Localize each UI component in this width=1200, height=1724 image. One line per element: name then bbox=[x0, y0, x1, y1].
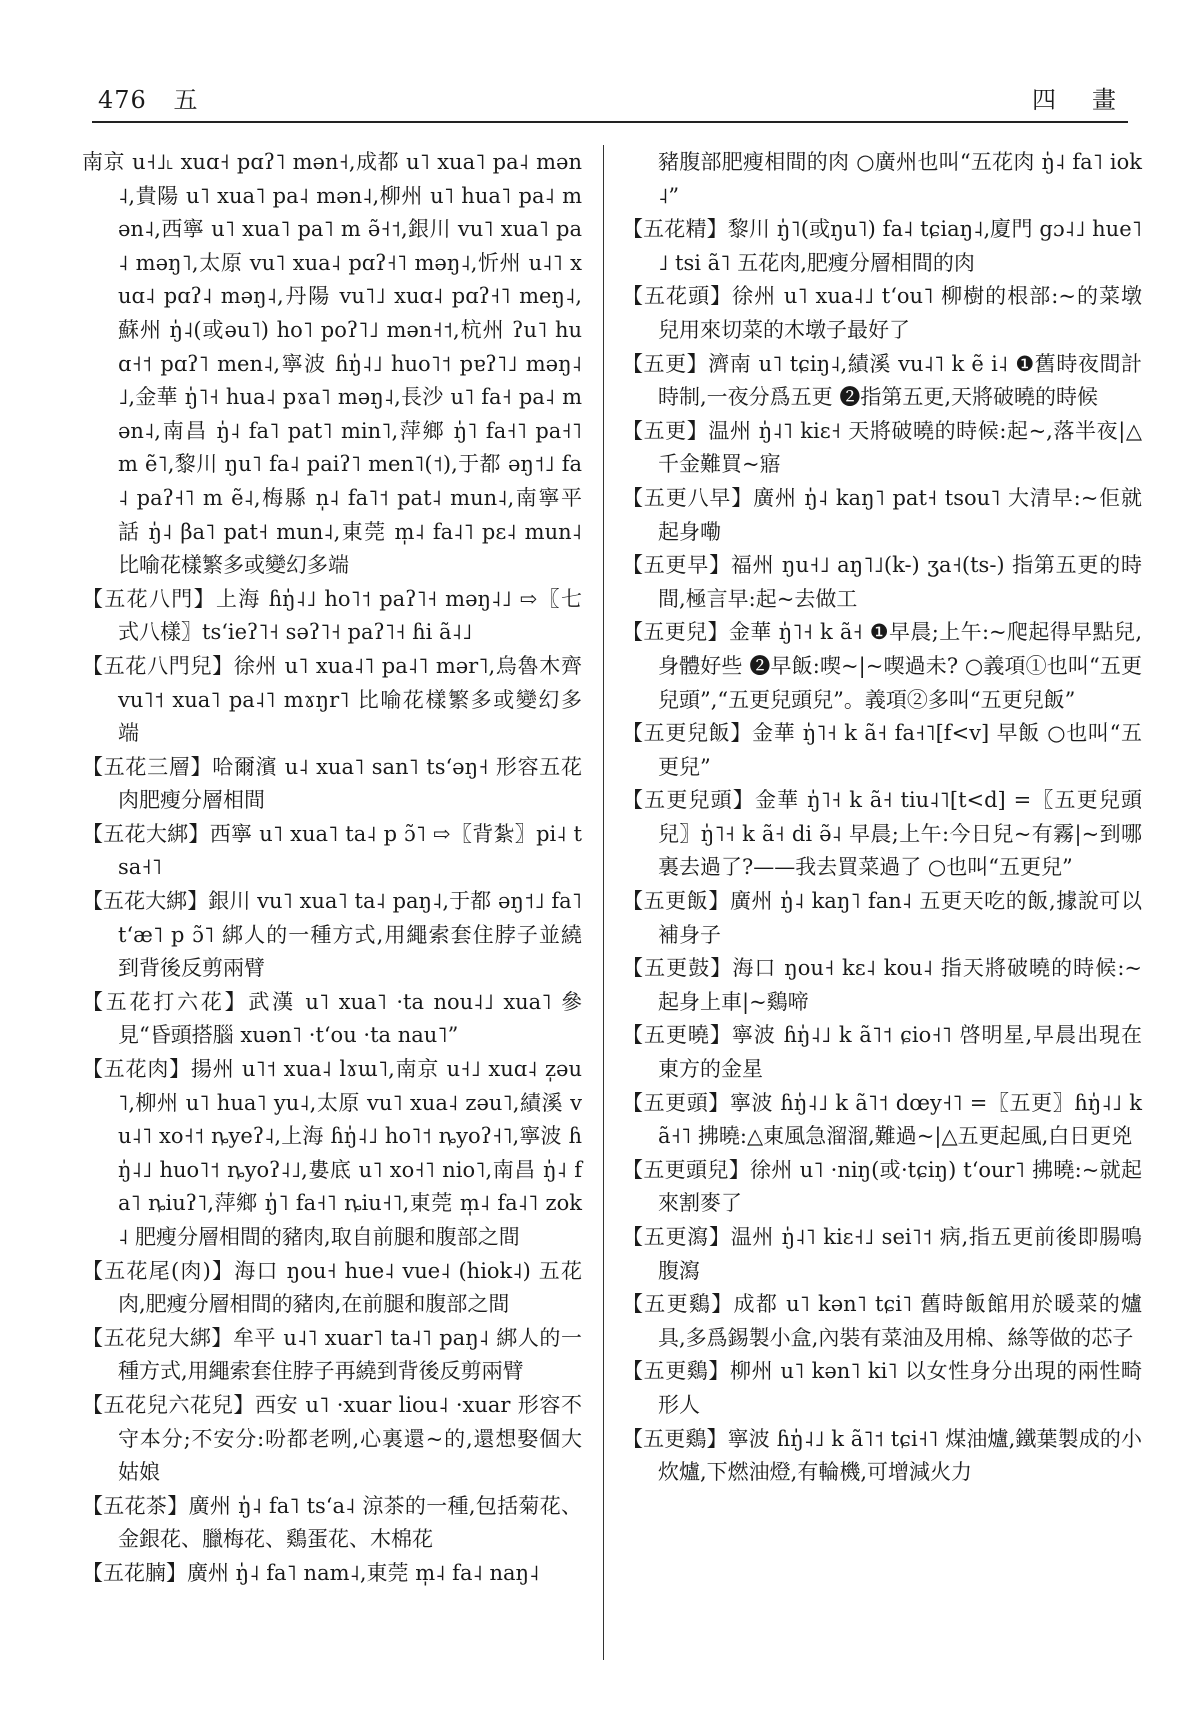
entry-body: 豬腹部肥瘦相間的肉 ○廣州也叫“五花肉 ŋ̍˨ fa˥ iok˨” bbox=[658, 150, 1142, 208]
entry-headword: 【五更兒】 bbox=[622, 620, 729, 645]
dictionary-entry bbox=[622, 1423, 1142, 1490]
entry-body: 廣州 ŋ̍˨ fa˥ nam˨,東莞 m̩˨ fa˨ naŋ˨ bbox=[187, 1560, 540, 1585]
entry-body: 金華 ŋ̍˥˧ k ã˧ ❶早晨;上午:~爬起得早點兒,身體好些 ❷早飯:喫~|~喫過未? ○義項①也叫“五更兒頭”,“五更兒頭兒”。義項②多叫“五更兒飯” bbox=[658, 620, 1142, 712]
dictionary-entry bbox=[622, 1288, 1142, 1355]
entry-body: 海口 ŋou˧ kɛ˨ kou˨ 指天將破曉的時候:~起身上車|~鷄啼 bbox=[658, 956, 1142, 1014]
dictionary-entry bbox=[82, 986, 582, 1053]
entry-body: 銀川 vu˥ xua˥ ta˨ paŋ˨,于都 əŋ˦˩ fa˥ tʻæ˥ p ɔ̃˥ 綁人的一種方式,用繩索套住脖子並繞到背後反剪兩臂 bbox=[118, 889, 582, 981]
entry-body: 福州 ŋu˧˩ aŋ˥˩(k-) ʒa˧(ts-) 指第五更的時間,極言早:起~去做工 bbox=[658, 553, 1142, 611]
dictionary-entry bbox=[82, 751, 582, 818]
dictionary-entry bbox=[622, 1019, 1142, 1086]
dictionary-entry bbox=[622, 1221, 1142, 1288]
entry-body: 南京 u˧˩˪ xuɑ˧ pɑʔ˥ mən˧,成都 u˥ xua˥ pa˨ mən˨,貴陽 u˥ xua˥ pa˨ mən˨,柳州 u˥ hua˥ pa˨ mən˨,西寧 u˥ xua˥ pa˥ m ə̃˧˦,銀川 vu˥ xua˥ pa˨ məŋ˥,太原 vu˥ xua˨ pɑʔ˧˥ məŋ˨,忻州 u˨˥ xuɑ˨ pɑʔ˨ məŋ˨,丹陽 vu˥˩ xuɑ˨ pɑʔ˧˥ meŋ˨,蘇州 ŋ̍˨(或əu˥) ho˥ poʔ˥˩ mən˧˦,杭州 ʔu˥ huɑ˧˦ pɑʔ˥ men˨,寧波 ɦŋ̍˨˩ huo˥˦ pɐʔ˥˩ məŋ˨˩,金華 ŋ̍˥˧ hua˨ pɤa˥ məŋ˨,長沙 u˥ fa˧ pa˨ mən˨,南昌 ŋ̍˨ fa˥ pat˥ min˥,萍鄉 ŋ̍˥ fa˧˥ pa˧˥ m ẽ˥,黎川 ŋu˥ fa˨ paiʔ˥ men˥(˦),于都 əŋ˦˩ fa˨ paʔ˧˥ m ẽ˨,梅縣 n̩˨ fa˥˦ pat˨ mun˨,南寧平話 ŋ̍˨ βa˥ pat˧ mun˨,東莞 m̩˨ fa˨˥ pɛ˨ mun˨ 比喻花樣繁多或變幻多端 bbox=[82, 150, 582, 578]
entry-body: 揚州 u˥˦ xua˨ lɤɯ˥,南京 u˧˩ xuɑ˨ z̩əu˥,柳州 u˥ hua˥ yu˨,太原 vu˥ xua˨ zəu˥,績溪 vu˨˥ xo˧˦ ȵyeʔ˨,上海 ɦŋ̍˨˩ ho˥˦ ȵyoʔ˧˥,寧波 ɦŋ̍˨˩ huo˥˦ ȵyoʔ˨˩,婁底 u˥ xo˧˥ nio˥,南昌 ŋ̍˨ fa˥ ȵiuʔ˥,萍鄉 ŋ̍˥ fa˧˥ ȵiu˧˥,東莞 m̩˨ fa˨˥ zok˨ 肥瘦分層相間的豬肉,取自前腿和腹部之間 bbox=[118, 1057, 582, 1249]
entry-body: 柳州 u˥ kən˥ ki˥ 以女性身分出現的兩性畸形人 bbox=[658, 1359, 1142, 1417]
dictionary-entry bbox=[622, 616, 1142, 717]
dictionary-entry bbox=[622, 717, 1142, 784]
dictionary-entry bbox=[622, 146, 1142, 213]
entry-headword: 【五花肉】 bbox=[82, 1057, 191, 1082]
entry-headword: 【五花八門】 bbox=[82, 586, 216, 611]
entry-headword: 【五花兒大綁】 bbox=[82, 1325, 233, 1350]
entry-headword: 【五花頭】 bbox=[622, 284, 733, 309]
dictionary-entry bbox=[622, 885, 1142, 952]
entry-body: 温州 ŋ̍˨˥ kiɛ˧˩ sei˥˦ 病,指五更前後即腸鳴腹瀉 bbox=[658, 1225, 1143, 1283]
entry-body: 西安 u˥ ·xuar liou˨ ·xuar 形容不守本分;不安分:吩都老咧,心裏還~的,還想娶個大姑娘 bbox=[118, 1392, 583, 1485]
entry-body: 徐州 u˥ ·niŋ(或·tɕiŋ) tʻour˥ 拂曉:~就起來割麥了 bbox=[658, 1157, 1143, 1216]
dictionary-entry bbox=[82, 1053, 582, 1255]
right-column bbox=[622, 146, 1142, 1490]
entry-headword: 【五花八門兒】 bbox=[82, 653, 234, 678]
entry-body: 廣州 ŋ̍˨ kaŋ˥ pat˧ tsou˥ 大清早:~佢就起身嘞 bbox=[658, 485, 1143, 544]
entry-headword: 【五更早】 bbox=[622, 553, 731, 578]
entry-headword: 【五更鷄】 bbox=[622, 1426, 728, 1451]
entry-body: 廣州 ŋ̍˨ kaŋ˥ fan˨ 五更天吃的飯,據說可以補身子 bbox=[658, 889, 1143, 947]
entry-headword: 【五更】 bbox=[622, 351, 709, 376]
entry-body: 金華 ŋ̍˥˧ k ã˧ fa˧˥[f<v] 早飯 ○也叫“五更兒” bbox=[658, 721, 1142, 779]
entry-headword: 【五更鷄】 bbox=[622, 1359, 730, 1384]
dictionary-entry bbox=[82, 1490, 582, 1557]
entry-body: 成都 u˥ kən˥ tɕi˥ 舊時飯館用於暖菜的爐具,多爲錫製小盒,內裝有菜油及用棉、絲等做的芯子 bbox=[658, 1292, 1143, 1350]
entry-body: 西寧 u˥ xua˥ ta˨ p ɔ̃˥ ⇨〖背紮〗pi˨ tsa˧˥ bbox=[118, 821, 583, 880]
dictionary-entry bbox=[622, 1154, 1142, 1221]
entry-headword: 【五更頭兒】 bbox=[622, 1157, 751, 1182]
entry-headword: 【五更八早】 bbox=[622, 485, 754, 510]
entry-body: 牟平 u˨˥ xuar˥ ta˨˥ paŋ˨ 綁人的一種方式,用繩索套住脖子再繞到背後反剪兩臂 bbox=[118, 1325, 583, 1384]
entry-body: 武漢 u˥ xua˥ ·ta nou˨˩ xua˥ 參見“昏頭搭腦 xuən˥ ·tʻou ·ta nau˥” bbox=[118, 989, 583, 1048]
page-header-left bbox=[98, 80, 198, 115]
dictionary-entry bbox=[82, 885, 582, 986]
entry-headword: 【五更飯】 bbox=[622, 889, 730, 914]
dictionary-entry bbox=[622, 415, 1142, 482]
entry-body: 上海 ɦŋ̍˨˩ ho˥˦ paʔ˥˧ məŋ˨˩ ⇨〖七式八樣〗tsʻieʔ˥˧ səʔ˥˧ paʔ˥˧ ɦi ã˨˩ bbox=[118, 586, 582, 645]
dictionary-entry bbox=[82, 583, 582, 650]
dictionary-entry bbox=[82, 1322, 582, 1389]
dictionary-entry bbox=[622, 952, 1142, 1019]
page-number: 476 bbox=[98, 86, 147, 114]
entry-headword: 【五花腩】 bbox=[82, 1560, 187, 1585]
dictionary-entry bbox=[622, 348, 1142, 415]
entry-headword: 【五花兒六花兒】 bbox=[82, 1392, 255, 1417]
entry-headword: 【五花大綁】 bbox=[82, 821, 210, 846]
entry-body: 温州 ŋ̍˨˥ kiɛ˧ 天將破曉的時候:起~,落半夜|△千金難買~寤 bbox=[658, 418, 1143, 477]
column-divider bbox=[603, 145, 604, 1660]
entry-headword: 【五花茶】 bbox=[82, 1493, 189, 1518]
entry-body: 寧波 ɦŋ̍˨˩ k ã˥˦ tɕi˧˥ 煤油爐,鐵葉製成的小炊爐,下燃油燈,有輪機,可增減火力 bbox=[658, 1426, 1143, 1485]
entry-body: 黎川 ŋ̍˥(或ŋu˥) fa˨ tɕiaŋ˨,廈門 gɔ˨˩ hue˥˩ tsi ã˥ 五花肉,肥瘦分層相間的肉 bbox=[658, 217, 1142, 275]
dictionary-entry bbox=[82, 146, 582, 583]
entry-headword: 【五花打六花】 bbox=[82, 989, 249, 1014]
entry-headword: 【五更鷄】 bbox=[622, 1292, 734, 1317]
dictionary-entry bbox=[622, 1087, 1142, 1154]
left-column bbox=[82, 146, 582, 1591]
entry-headword: 【五花大綁】 bbox=[82, 889, 209, 914]
entry-headword: 【五更鼓】 bbox=[622, 956, 733, 981]
dictionary-entry bbox=[82, 1557, 582, 1591]
entry-body: 金華 ŋ̍˥˧ k ã˧ tiu˨˥[t<d] =〖五更兒頭兒〗ŋ̍˥˧ k ã˧ di ə̃˨ 早晨;上午:今日兒~有霧|~到哪裏去過了?——我去買菜過了 ○也叫“五更兒” bbox=[658, 788, 1142, 880]
entry-body: 寧波 ɦŋ̍˨˩ k ã˥˦ dœy˧˥ =〖五更〗ɦŋ̍˨˩ k ã˧˥ 拂曉:△東風急溜溜,難過~|△五更起風,白日更兇 bbox=[658, 1090, 1143, 1149]
dictionary-entry bbox=[82, 818, 582, 885]
header-rule bbox=[92, 121, 1128, 123]
entry-body: 徐州 u˥ xua˨˩ tʻou˥ 柳樹的根部:~的菜墩兒用來切菜的木墩子最好了 bbox=[658, 284, 1143, 342]
entry-headword: 【五更瀉】 bbox=[622, 1225, 731, 1249]
section-label: 四 畫 bbox=[1032, 86, 1122, 114]
entry-body: 濟南 u˥ tɕiŋ˨,績溪 vu˨˥ k ẽ i˨ ❶舊時夜間計時制,一夜分爲五更 ❷指第五更,天將破曉的時候 bbox=[658, 351, 1143, 410]
entry-headword: 【五花精】 bbox=[622, 217, 728, 242]
entry-body: 哈爾濱 u˨ xua˥ san˥ tsʻəŋ˧ 形容五花肉肥瘦分層相間 bbox=[118, 754, 582, 813]
entry-headword: 【五更兒頭】 bbox=[622, 788, 755, 813]
entry-body: 寧波 ɦŋ̍˨˩ k ã˥˦ ɕio˧˥ 啓明星,早晨出現在東方的金星 bbox=[658, 1023, 1143, 1082]
entry-body: 徐州 u˥ xua˨˥ pa˨˥ mər˥,烏魯木齊 vu˥˦ xua˥ pa˨˥ mɤŋr˥ 比喻花樣繁多或變幻多端 bbox=[118, 653, 582, 746]
entry-headword: 【五花尾(肉)】 bbox=[82, 1258, 235, 1283]
entry-headword: 【五更曉】 bbox=[622, 1023, 732, 1048]
entry-headword: 【五花三層】 bbox=[82, 754, 213, 779]
dictionary-entry bbox=[622, 213, 1142, 280]
entry-body: 海口 ŋou˧ hue˨ vue˨ (hiok˨) 五花肉,肥瘦分層相間的豬肉,在前腿和腹部之間 bbox=[118, 1258, 582, 1317]
entry-headword: 【五更兒飯】 bbox=[622, 721, 753, 746]
index-character: 五 bbox=[173, 86, 199, 114]
entry-headword: 【五更頭】 bbox=[622, 1090, 730, 1115]
dictionary-entry bbox=[622, 784, 1142, 885]
dictionary-entry bbox=[82, 1389, 582, 1490]
entry-body: 廣州 ŋ̍˨ fa˥ tsʻa˨ 涼茶的一種,包括菊花、金銀花、臘梅花、鷄蛋花、木棉花 bbox=[118, 1493, 582, 1552]
dictionary-entry bbox=[622, 549, 1142, 616]
dictionary-entry bbox=[82, 1255, 582, 1322]
entry-headword: 【五更】 bbox=[622, 418, 709, 443]
dictionary-entry bbox=[622, 482, 1142, 549]
dictionary-entry bbox=[82, 650, 582, 751]
dictionary-entry bbox=[622, 280, 1142, 347]
dictionary-entry bbox=[622, 1355, 1142, 1422]
